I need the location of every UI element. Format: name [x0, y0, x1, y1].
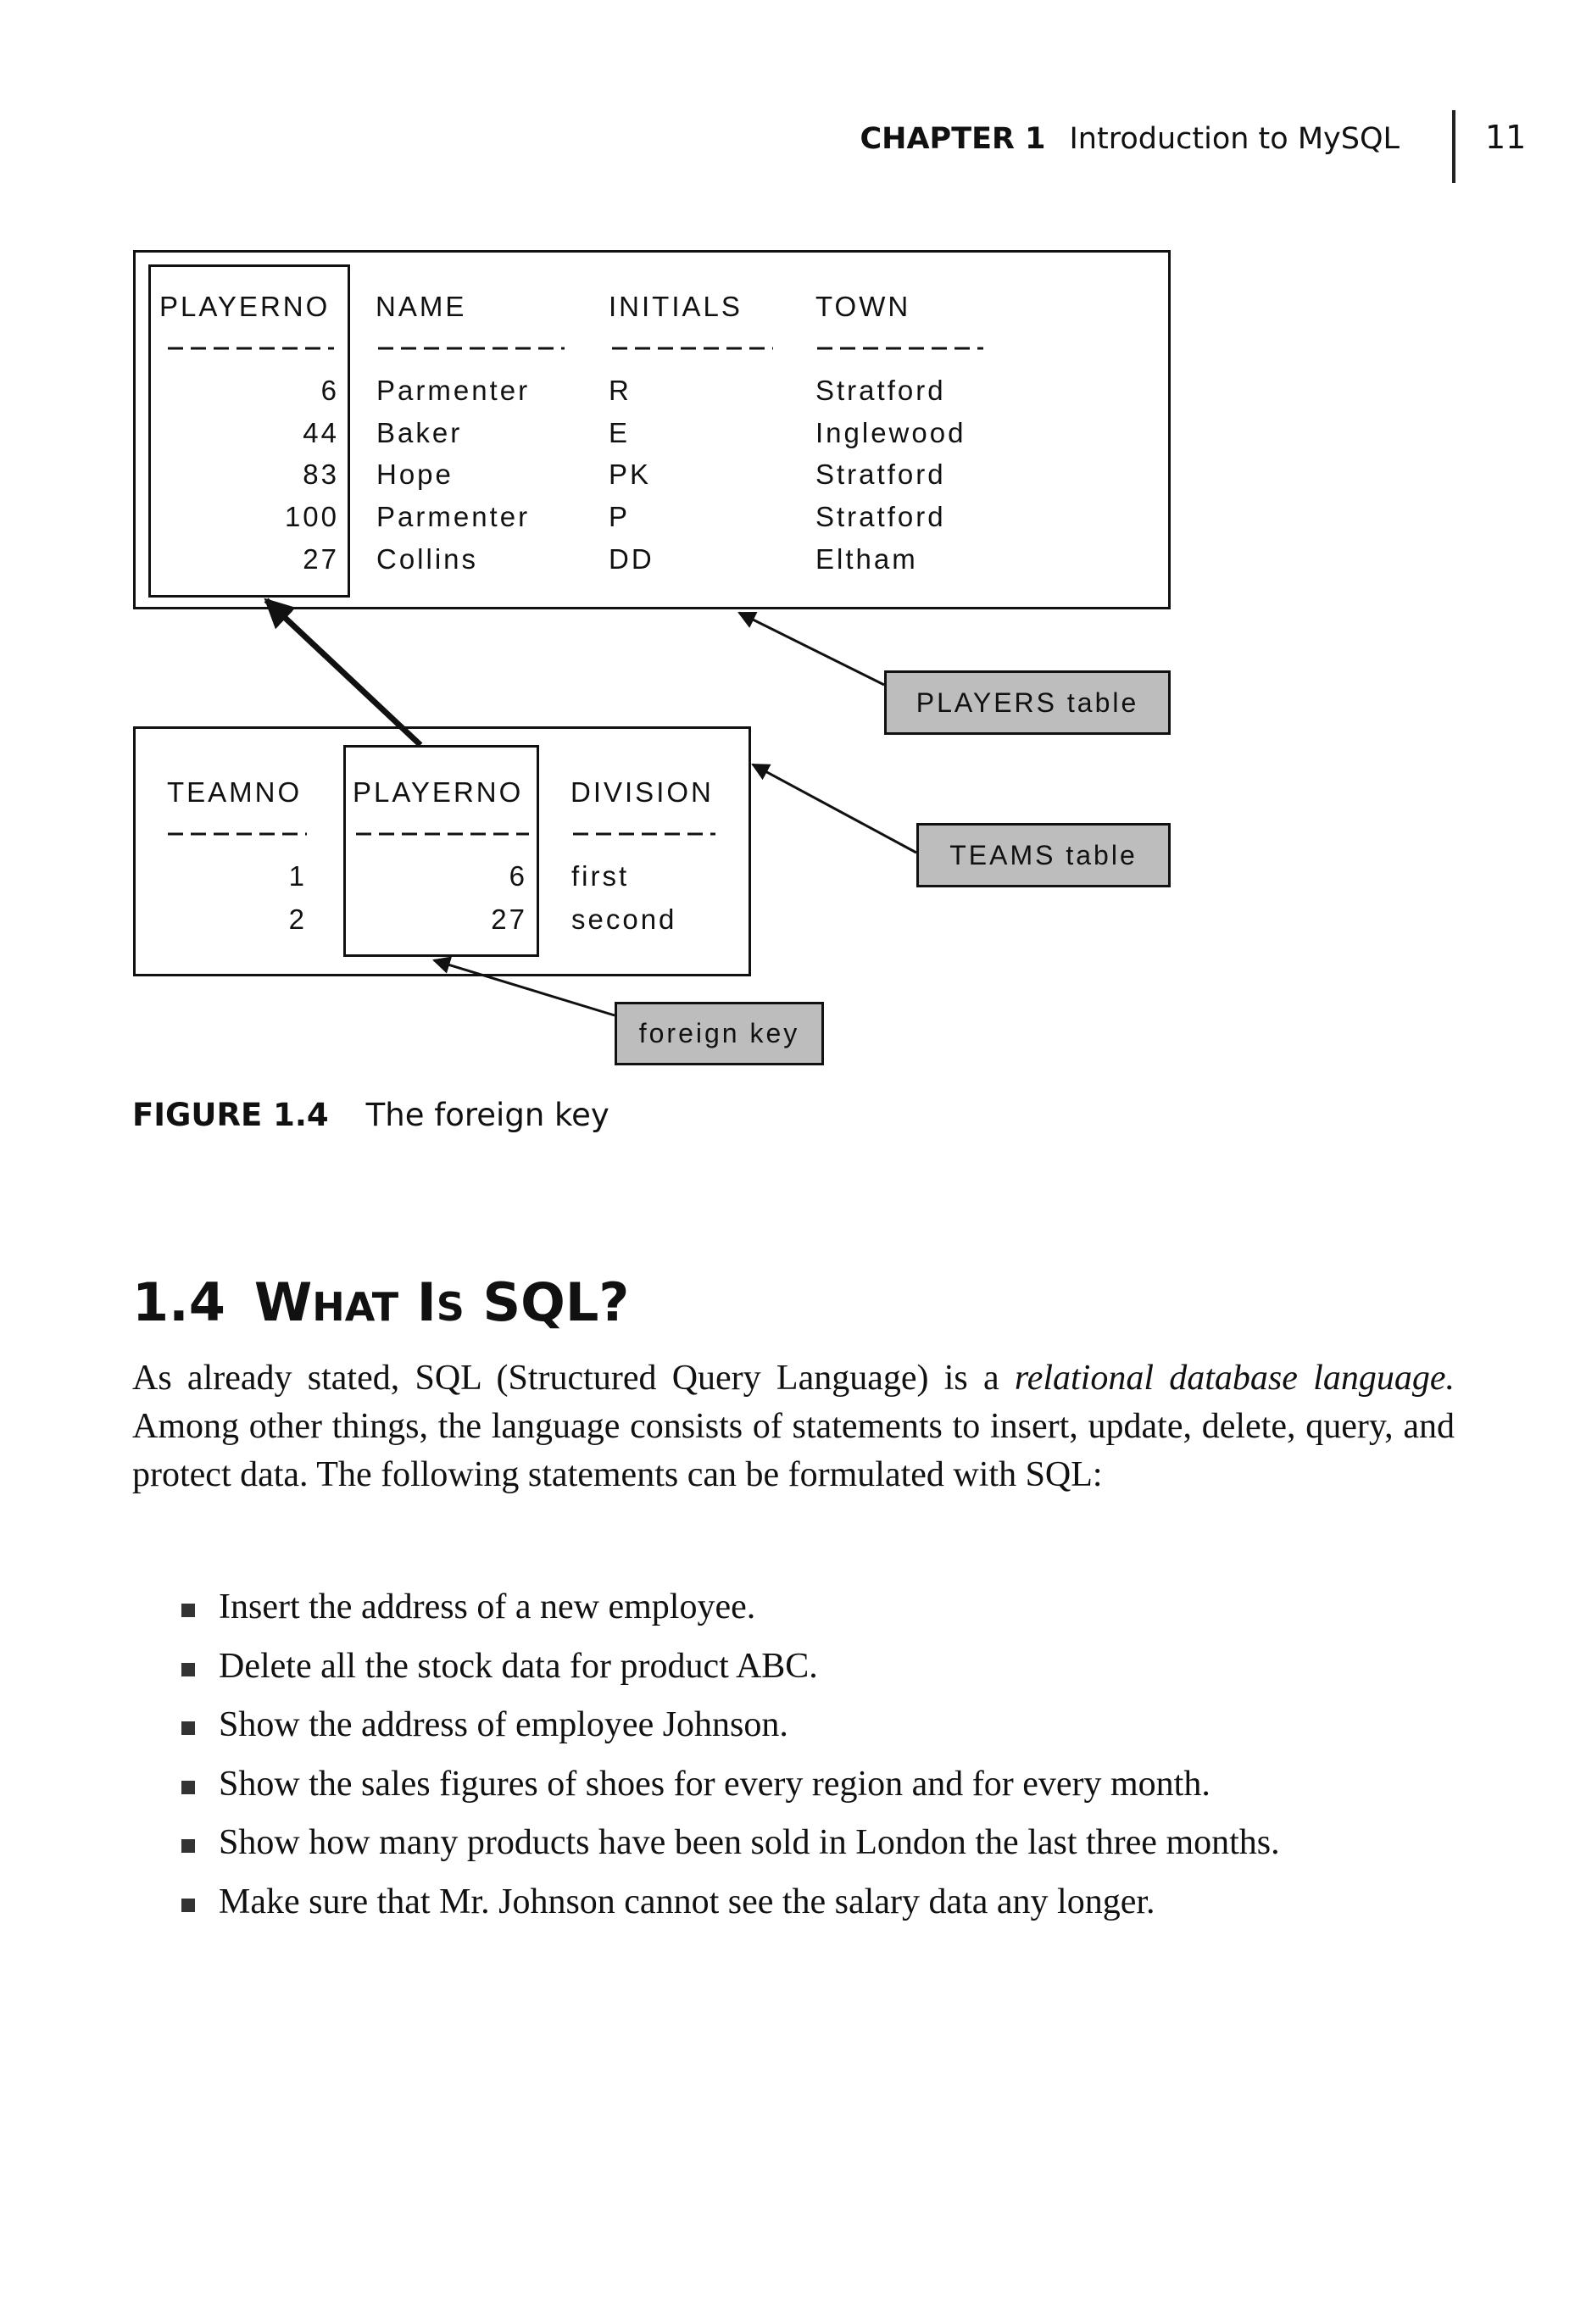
players-col-name: NAME	[376, 291, 467, 322]
chapter-label: CHAPTER 1	[860, 122, 1046, 156]
players-row-5-name: Collins	[376, 543, 479, 575]
foreign-key-callout: foreign key	[615, 1002, 824, 1065]
section-number: 1.4	[132, 1271, 225, 1333]
figure-caption	[132, 1097, 609, 1133]
players-col-initials: INITIALS	[609, 291, 743, 322]
players-table-callout: PLAYERS table	[884, 670, 1171, 735]
bullet-square-icon	[181, 1604, 195, 1617]
teams-row-2-playerno: 27	[491, 903, 527, 935]
list-item: Show how many products have been sold in London the last three months.	[178, 1814, 1280, 1873]
players-callout-pointer	[739, 613, 884, 685]
players-row-2-playerno: 44	[303, 417, 339, 448]
section-heading	[132, 1271, 629, 1333]
statement-examples-list	[178, 1578, 1280, 1932]
teams-row-1-teamno: 1	[288, 860, 307, 892]
players-row-1-name: Parmenter	[376, 375, 531, 406]
list-item: Show the sales figures of shoes for every region and for every month.	[178, 1755, 1280, 1815]
teams-table-callout: TEAMS table	[916, 823, 1171, 887]
players-row-4-initials: P	[609, 501, 631, 532]
teams-row-2-teamno: 2	[288, 903, 307, 935]
list-item: Insert the address of a new employee.	[178, 1578, 1280, 1637]
players-col-playerno: PLAYERNO	[159, 291, 331, 322]
bullet-square-icon	[181, 1663, 195, 1676]
players-row-2-initials: E	[609, 417, 631, 448]
figure-arrows	[0, 0, 1575, 1093]
foreign-key-callout-pointer	[434, 960, 615, 1015]
page-number: 11	[1485, 119, 1527, 156]
players-row-5-initials: DD	[609, 543, 654, 575]
bullet-square-icon	[181, 1781, 195, 1794]
teams-row-2-division: second	[571, 903, 677, 935]
figure-caption-text: The foreign key	[365, 1097, 609, 1133]
teams-row-1-playerno: 6	[509, 860, 527, 892]
bullet-square-icon	[181, 1839, 195, 1853]
list-item: Delete all the stock data for product ABC.	[178, 1637, 1280, 1697]
players-row-1-playerno: 6	[320, 375, 339, 406]
players-row-3-playerno: 83	[303, 459, 339, 490]
players-row-2-name: Baker	[376, 417, 463, 448]
teams-callout-pointer	[753, 764, 916, 853]
players-row-2-town: Inglewood	[815, 417, 966, 448]
players-row-4-name: Parmenter	[376, 501, 531, 532]
players-row-5-town: Eltham	[815, 543, 918, 575]
players-row-5-playerno: 27	[303, 543, 339, 575]
section-title: WHAT IS SQL?	[253, 1271, 630, 1333]
list-item: Show the address of employee Johnson.	[178, 1696, 1280, 1755]
players-row-3-town: Stratford	[815, 459, 946, 490]
teams-col-division: DIVISION	[570, 776, 714, 808]
chapter-title: Introduction to MySQL	[1069, 122, 1400, 156]
players-row-4-town: Stratford	[815, 501, 946, 532]
bullet-square-icon	[181, 1721, 195, 1735]
teams-col-playerno: PLAYERNO	[353, 776, 524, 808]
teams-col-teamno: TEAMNO	[167, 776, 303, 808]
players-row-1-town: Stratford	[815, 375, 946, 406]
bullet-square-icon	[181, 1899, 195, 1912]
teams-row-1-division: first	[571, 860, 630, 892]
section-paragraph: As already stated, SQL (Structured Query Language) is a relational database language. Among other things, the language consists of statements to insert, update, delete, query, and protect data. The following statements can be formulated with SQL:	[132, 1359, 1455, 1494]
players-row-3-name: Hope	[376, 459, 454, 490]
players-row-4-playerno: 100	[284, 501, 339, 532]
relational-database-language-term: relational database language.	[1014, 1359, 1455, 1398]
list-item: Make sure that Mr. Johnson cannot see the salary data any longer.	[178, 1873, 1280, 1932]
figure-caption-label: FIGURE 1.4	[132, 1097, 329, 1133]
figure-foreign-key	[0, 0, 1575, 1093]
relationship-arrow	[266, 600, 420, 745]
players-col-town: TOWN	[815, 291, 911, 322]
players-row-3-initials: PK	[609, 459, 652, 490]
players-row-1-initials: R	[609, 375, 632, 406]
